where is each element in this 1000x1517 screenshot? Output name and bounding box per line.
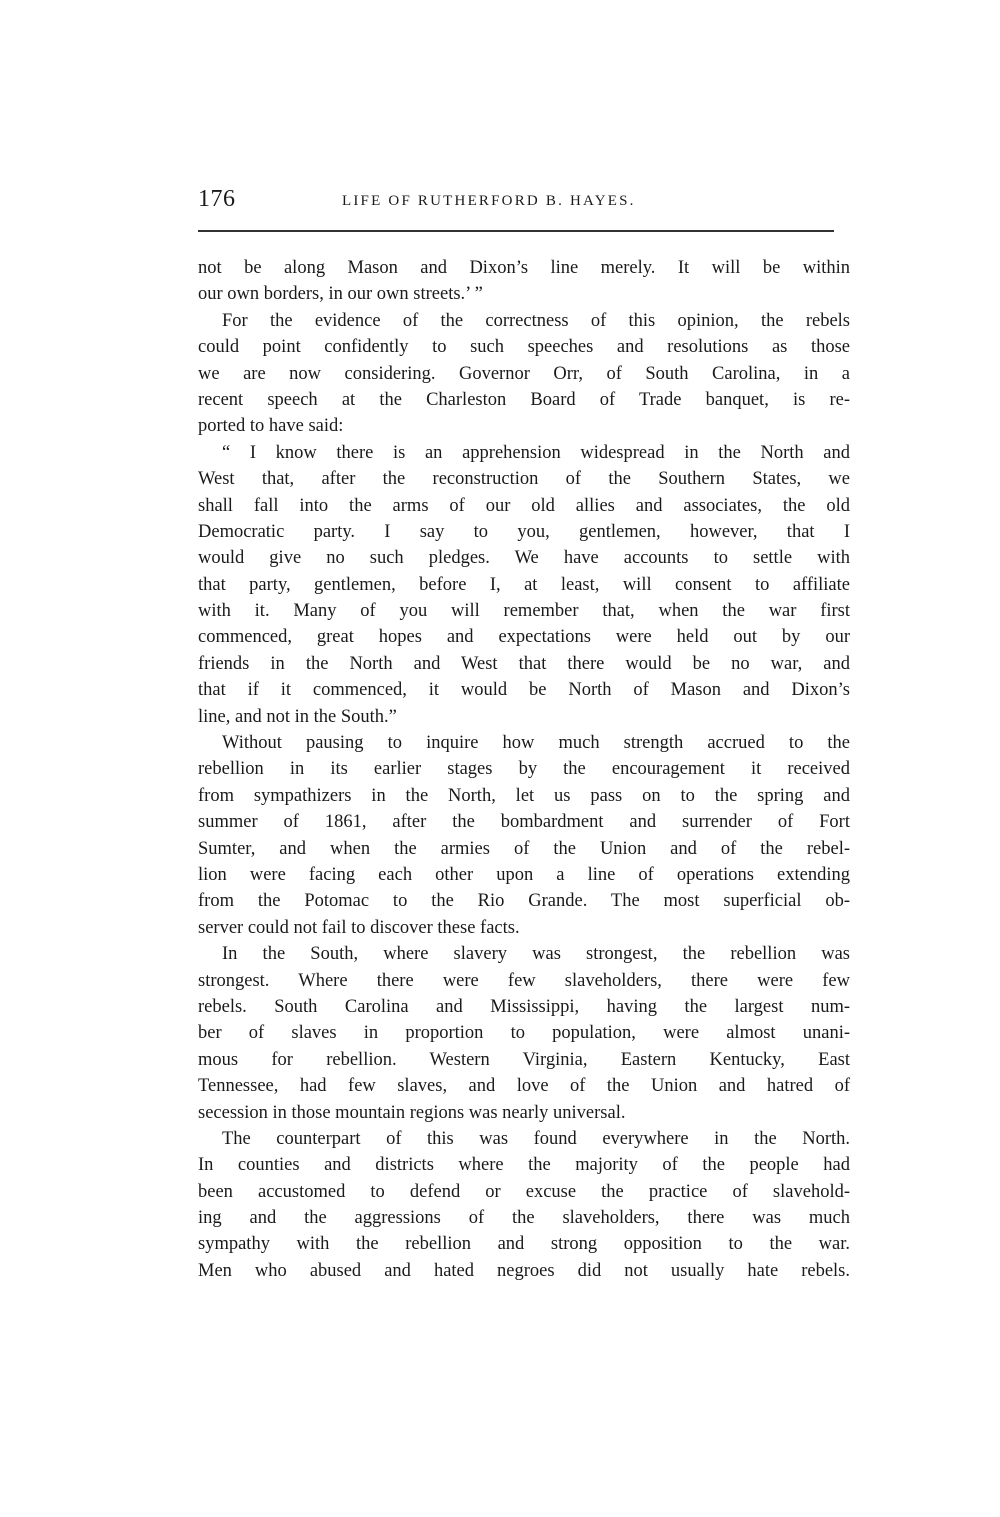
text-line: not be along Mason and Dixon’s line merely. It will be within (198, 258, 850, 278)
text-line: In counties and districts where the majority of the people had (198, 1155, 850, 1176)
text-line: friends in the North and West that there would be no war, and (198, 653, 850, 674)
text-line: rebels. South Carolina and Mississippi, having the largest num- (198, 996, 850, 1017)
text-line: ported to have said: (198, 416, 344, 437)
text-line: Men who abused and hated negroes did not usually hate rebels. (198, 1260, 850, 1281)
text-line: strongest. Where there were few slaveholders, there were few (198, 970, 850, 991)
page-number: 176 (198, 186, 236, 212)
text-line: server could not fail to discover these facts. (198, 917, 520, 938)
text-line: lion were facing each other upon a line of operations extending (198, 864, 850, 885)
text-line: Tennessee, had few slaves, and love of the Union and hatred of (198, 1076, 850, 1097)
text-line: our own borders, in our own streets.’ ” (198, 284, 483, 305)
text-line: recent speech at the Charleston Board of Trade banquet, is re- (198, 389, 850, 410)
text-line: sympathy with the rebellion and strong opposition to the war. (198, 1234, 850, 1255)
text-line: could point confidently to such speeches and resolutions as those (198, 337, 850, 358)
running-header (198, 186, 850, 226)
running-title: LIFE OF RUTHERFORD B. HAYES. (342, 193, 636, 209)
text-line: The counterpart of this was found everywhere in the North. (222, 1128, 850, 1149)
text-line: Without pausing to inquire how much strength accrued to the (222, 733, 850, 754)
text-line: from sympathizers in the North, let us pass on to the spring and (198, 785, 850, 806)
text-line: Democratic party. I say to you, gentlemen, however, that I (198, 521, 850, 542)
text-line: Sumter, and when the armies of the Union and of the rebel- (198, 838, 850, 859)
text-line: summer of 1861, after the bombardment and surrender of Fort (198, 812, 850, 833)
text-line: would give no such pledges. We have accounts to settle with (198, 548, 850, 569)
text-line: that if it commenced, it would be North of Mason and Dixon’s (198, 680, 850, 701)
text-line: ber of slaves in proportion to population, were almost unani- (198, 1023, 850, 1044)
text-line: from the Potomac to the Rio Grande. The most superficial ob- (198, 891, 850, 912)
text-line: West that, after the reconstruction of the Southern States, we (198, 469, 850, 490)
text-line: In the South, where slavery was strongest, the rebellion was (222, 944, 850, 965)
text-line: rebellion in its earlier stages by the encouragement it received (198, 759, 850, 780)
header-rule (198, 230, 834, 232)
text-line: that party, gentlemen, before I, at least, will consent to affiliate (198, 574, 850, 595)
text-line: been accustomed to defend or excuse the practice of slavehold- (198, 1181, 850, 1202)
text-line: line, and not in the South.” (198, 706, 397, 727)
text-line: commenced, great hopes and expectations were held out by our (198, 627, 850, 648)
text-line: “ I know there is an apprehension widespread in the North and (222, 442, 850, 463)
text-line: ing and the aggressions of the slaveholders, there was much (198, 1208, 850, 1229)
body-text (198, 255, 850, 1284)
text-line: we are now considering. Governor Orr, of South Carolina, in a (198, 363, 850, 384)
text-line: secession in those mountain regions was nearly universal. (198, 1102, 626, 1123)
text-line: For the evidence of the correctness of this opinion, the rebels (222, 310, 850, 331)
text-line: mous for rebellion. Western Virginia, Eastern Kentucky, East (198, 1049, 850, 1070)
text-line: shall fall into the arms of our old allies and associates, the old (198, 495, 850, 516)
text-line: with it. Many of you will remember that, when the war first (198, 601, 850, 622)
